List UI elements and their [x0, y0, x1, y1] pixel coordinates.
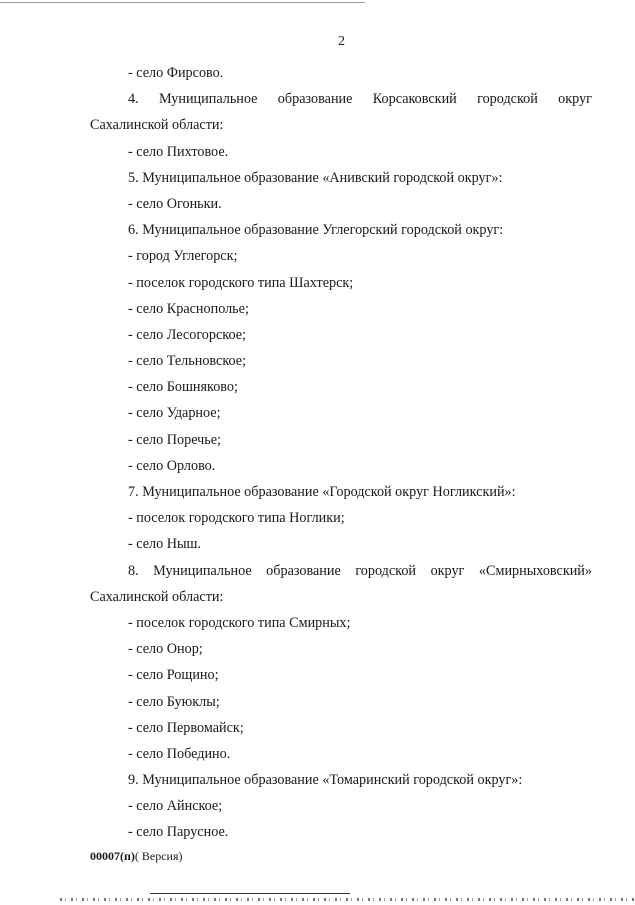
document-line: - село Побединo. [128, 745, 231, 762]
document-line: - село Буюклы; [128, 693, 220, 710]
scan-artifact-top-line [0, 2, 365, 3]
footer-document-code: 00007(п) [90, 849, 135, 863]
document-line: - село Поречье; [128, 431, 221, 448]
document-line: - поселок городского типа Шахтерск; [128, 274, 354, 291]
document-line: - поселок городского типа Ноглики; [128, 510, 345, 527]
document-line: - село Тельновское; [128, 353, 247, 370]
document-line: - село Пихтовое. [128, 143, 229, 160]
document-line: - село Онор; [128, 641, 203, 658]
document-line: 5. Муниципальное образование «Анивский городской округ»: [128, 169, 503, 186]
document-line: - село Парусное. [128, 824, 229, 841]
document-line: - село Лесогорское; [128, 326, 246, 343]
document-line: - село Рощино; [128, 667, 219, 684]
scan-artifact-bottom-noise [60, 898, 635, 901]
document-line: 4. Муниципальное образование Корсаковский городской округ [128, 91, 592, 108]
document-line: 6. Муниципальное образование Углегорский городской округ: [128, 222, 504, 239]
document-line: - село Ударное; [128, 405, 221, 422]
scan-artifact-bottom-dash [150, 893, 350, 894]
document-line: - село Ныш. [128, 536, 202, 553]
document-line: - село Бошняково; [128, 379, 238, 396]
document-line: - село Айнское; [128, 798, 223, 815]
page-number: 2 [338, 34, 345, 49]
document-line: Сахалинской области: [90, 117, 224, 134]
document-line: - село Первомайск; [128, 719, 244, 736]
document-line: Сахалинской области: [90, 588, 224, 605]
document-line: - село Орлово. [128, 457, 216, 474]
document-line: - село Краснополье; [128, 300, 249, 317]
document-body [90, 60, 592, 846]
document-line: - село Огоньки. [128, 195, 222, 212]
document-line: - город Углегорск; [128, 248, 238, 265]
document-line: 8. Муниципальное образование городской округ «Смирныховский» [128, 562, 592, 579]
document-line: - село Фирсово. [128, 65, 224, 81]
document-line: - поселок городского типа Смирных; [128, 614, 351, 631]
document-line: 9. Муниципальное образование «Томаринский городской округ»: [128, 772, 523, 789]
document-line: 7. Муниципальное образование «Городской округ Ногликский»: [128, 484, 516, 500]
footer-version-label: ( Версия) [134, 849, 183, 863]
document-footer [90, 849, 183, 864]
